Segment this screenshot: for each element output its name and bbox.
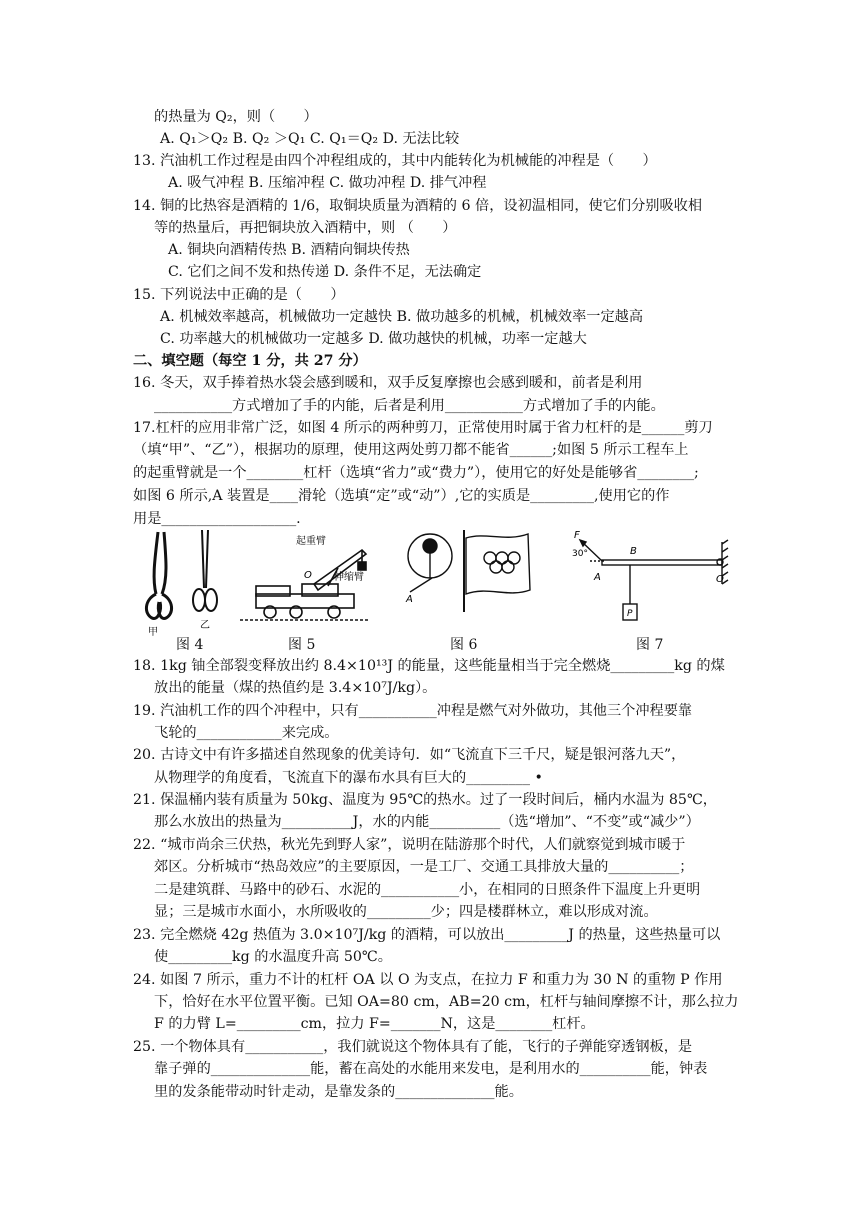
q24-line-1: 24. 如图 7 所示，重力不计的杠杆 OA 以 O 为支点，在拉力 F 和重力为 30 N 的重物 P 作用: [133, 972, 723, 988]
fig6-flagpole: [404, 520, 542, 630]
q14-options-cd: C. 它们之间不发和热传递 D. 条件不足，无法确定: [168, 264, 482, 280]
pulley-flag-icon: [408, 530, 530, 612]
fig5-label-o: O: [304, 570, 312, 581]
q12-options: A. Q₁＞Q₂ B. Q₂ ＞Q₁ C. Q₁＝Q₂ D. 无法比较: [160, 131, 460, 147]
q15-options-ab: A. 机械效率越高，机械做功一定越快 B. 做功越多的机械，机械效率一定越高: [160, 309, 644, 325]
q24-line-3: F 的力臂 L=_________cm，拉力 F=_______N，这是________杠杆。: [154, 1016, 595, 1032]
q25-line-1: 25. 一个物体具有___________，我们就说这个物体具有了能，飞行的子弹能穿透钢板，是: [133, 1039, 693, 1055]
fig7-label-a: A: [594, 572, 601, 583]
fig6-caption: 图 6: [450, 637, 478, 653]
q15-stem: 15. 下列说法中正确的是（ ）: [133, 287, 345, 303]
fig4-label-yi: 乙: [200, 620, 210, 631]
section-heading: 二、填空题（每空 1 分，共 27 分）: [133, 353, 367, 369]
fig7-label-o: O: [716, 574, 724, 585]
q25-line-3: 里的发条能带动时针走动，是靠发条的______________能。: [154, 1084, 523, 1100]
q23-line-2: 使_________kg 的水温度升高 50℃。: [154, 949, 392, 965]
fig7-label-p: P: [627, 609, 633, 619]
scissors-yi-icon: [193, 530, 217, 611]
q14-options-ab: A. 铜块向酒精传热 B. 酒精向铜块传热: [168, 242, 410, 258]
fig7-label-angle: 30°: [572, 549, 588, 559]
q17-line-5: 用是___________________.: [133, 511, 301, 527]
q13-options: A. 吸气冲程 B. 压缩冲程 C. 做功冲程 D. 排气冲程: [168, 175, 487, 191]
q20-line-2: 从物理学的角度看，飞流直下的瀑布水具有巨大的_________ •: [154, 770, 543, 786]
fig5-label-arm: 伸缩臂: [334, 572, 364, 583]
fig5-label-boom: 起重臂: [296, 536, 326, 547]
q16-line-1: 16. 冬天，双手捧着热水袋会感到暖和，双手反复摩擦也会感到暖和，前者是利用: [133, 375, 643, 391]
fig5-caption: 图 5: [288, 637, 316, 653]
q18-line-1: 18. 1kg 铀全部裂变释放出约 8.4×10¹³J 的能量，这些能量相当于完全燃烧_________kg 的煤: [133, 658, 725, 674]
fig4-caption: 图 4: [176, 637, 204, 653]
q22-line-4: 显；三是城市水面小，水所吸收的_________少；四是楼群林立，难以形成对流。: [154, 904, 658, 920]
crane-truck-icon: [240, 550, 368, 620]
q13-stem: 13. 汽油机工作过程是由四个冲程组成的，其中内能转化为机械能的冲程是（ ）: [133, 153, 657, 169]
q22-line-2: 郊区。分析城市“热岛效应”的主要原因，一是工厂、交通工具排放大量的__________；: [154, 859, 694, 875]
q24-line-2: 下，恰好在水平位置平衡。已知 OA=80 cm，AB=20 cm，杠杆与轴间摩擦不计，那么拉力: [154, 994, 739, 1010]
q18-line-2: 放出的能量（煤的热值约是 3.4×10⁷J/kg）。: [154, 680, 437, 696]
lever-icon: [580, 540, 728, 620]
q20-line-1: 20. 古诗文中有许多描述自然现象的优美诗句．如“飞流直下三千尺，疑是银河落九天”，: [133, 747, 686, 763]
q19-line-2: 飞轮的____________来完成。: [154, 725, 339, 741]
scissors-jia-icon: [146, 532, 171, 619]
fig4-label-jia: 甲: [148, 627, 158, 638]
q14-stem: 14. 铜的比热容是酒精的 1/6，取铜块质量为酒精的 6 倍，设初温相同，使它们分别吸收相: [133, 198, 703, 214]
q25-line-2: 靠子弹的______________能，蓄在高处的水能用来发电，是利用水的__________能，钟表: [154, 1061, 708, 1077]
q21-line-1: 21. 保温桶内装有质量为 50kg、温度为 95℃的热水。过了一段时间后，桶内水温为 85℃，: [133, 792, 717, 808]
fig6-label-a: A: [406, 594, 413, 605]
fig7-label-b: B: [630, 546, 637, 557]
q16-line-2: ___________方式增加了手的内能，后者是利用___________方式增加了手的内能。: [154, 398, 665, 414]
fig7-label-f: F: [574, 530, 580, 541]
q17-line-2: （填“甲”、“乙”），根据功的原理，使用这两处剪刀都不能省______;如图 5 所示工程车上: [133, 442, 689, 458]
q22-line-1: 22. “城市尚余三伏热，秋光先到野人家”，说明在陆游那个时代，人们就察觉到城市暖于: [133, 837, 686, 853]
q21-line-2: 那么水放出的热量为__________J，水的内能__________（选“增加”、“不变”或“减少”）: [154, 814, 700, 830]
fig5-crane-truck: [238, 528, 398, 628]
q19-line-1: 19. 汽油机工作的四个冲程中，只有___________冲程是燃气对外做功，其他三个冲程要靠: [133, 703, 693, 719]
q17-line-3: 的起重臂就是一个________杠杆（选填“省力”或“费力”），使用它的好处是能够省________;: [133, 465, 699, 481]
q23-line-1: 23. 完全燃烧 42g 热值为 3.0×10⁷J/kg 的酒精，可以放出_________J 的热量，这些热量可以: [133, 927, 721, 943]
fig4-scissors: [138, 528, 238, 638]
q15-options-cd: C. 功率越大的机械做功一定越多 D. 做功越快的机械，功率一定越大: [160, 331, 587, 347]
fig7-lever: [566, 520, 736, 632]
q12-tail: 的热量为 Q₂，则（ ）: [154, 109, 318, 125]
q22-line-3: 二是建筑群、马路中的砂石、水泥的___________小，在相同的日照条件下温度上升更明: [154, 882, 701, 898]
fig7-caption: 图 7: [636, 637, 664, 653]
q17-line-1: 17.杠杆的应用非常广泛，如图 4 所示的两种剪刀，正常使用时属于省力杠杆的是______剪刀: [133, 420, 713, 436]
q14-stem-2: 等的热量后，再把铜块放入酒精中，则 （ ）: [154, 220, 457, 236]
q17-line-4: 如图 6 所示,A 装置是____滑轮（选填“定”或“动”）,它的实质是_________,使用它的作: [133, 488, 670, 504]
